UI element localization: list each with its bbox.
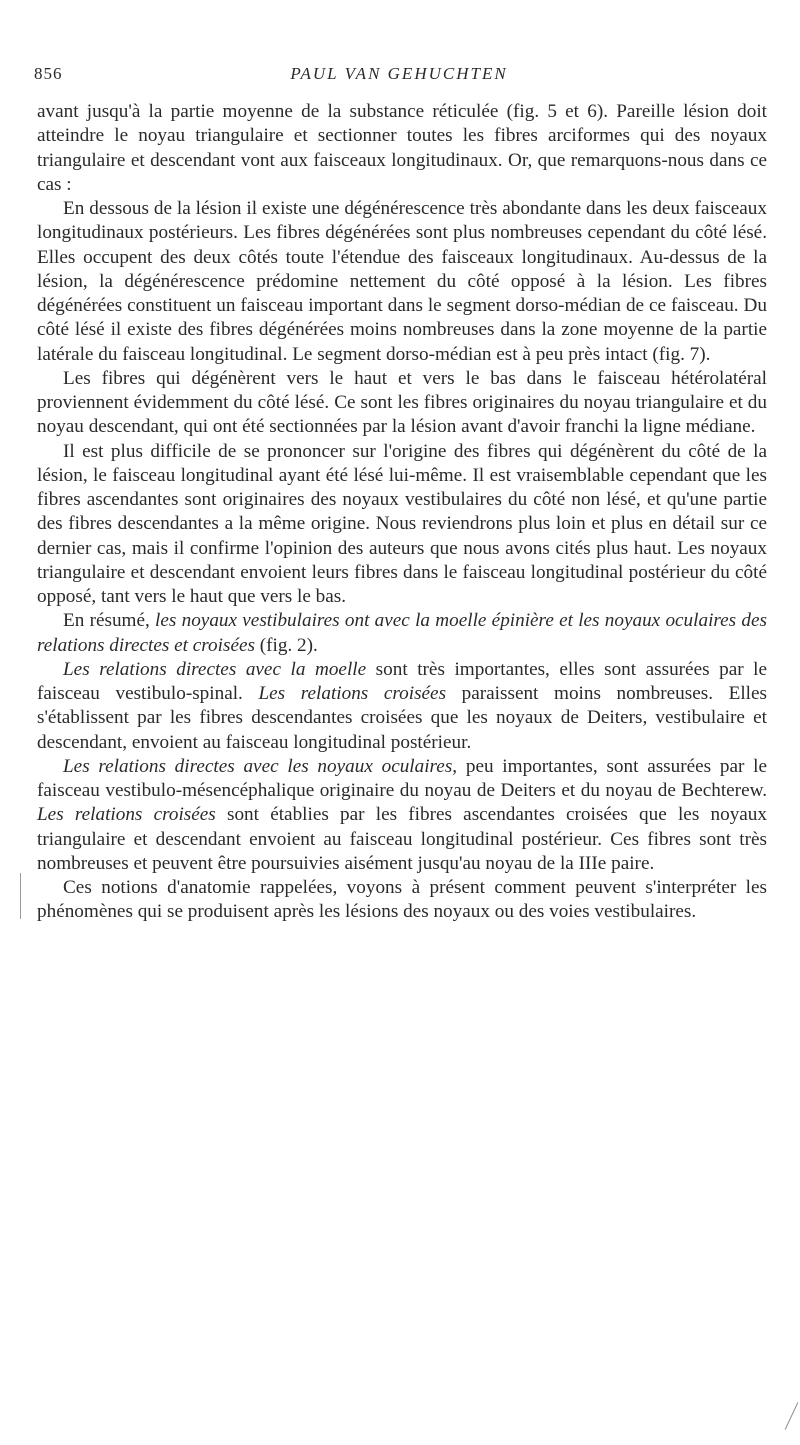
italic-text: les noyaux vestibulaires ont avec la moelle épinière et les noyaux oculaires des relations directes et croisées <box>37 610 767 656</box>
article-body <box>37 100 767 925</box>
page-header <box>34 64 764 88</box>
text-run: , peu importantes, sont assurées par le faisceau vestibulo-mésencéphalique originaire du noyau de Deiters et du noyau de Bechterew. <box>37 755 767 801</box>
paragraph-p7 <box>37 755 767 876</box>
text-run: Les fibres qui dégénèrent vers le haut et vers le bas dans le faisceau hétérolatéral proviennent évidemment du côté lésé. Ce sont les fibres originaires du noyau triangulaire et du noyau descendant, qui ont été sectionnées par la lésion avant d'avoir franchi la ligne médiane. <box>37 367 767 438</box>
paragraph-p4 <box>37 440 767 610</box>
paragraph-p2 <box>37 197 767 367</box>
paragraph-p3 <box>37 367 767 440</box>
italic-text: Les relations croisées <box>37 804 216 826</box>
italic-text: Les relations directes avec la moelle <box>63 658 367 680</box>
running-title: PAUL VAN GEHUCHTEN <box>290 64 508 83</box>
text-run: Ces notions d'anatomie rappelées, voyons à présent comment peuvent s'interpréter les phénomènes qui se produisent après les lésions des noyaux ou des voies vestibulaires. <box>37 877 767 923</box>
page-number: 856 <box>34 64 63 83</box>
paragraph-p5 <box>37 609 767 658</box>
text-run: En dessous de la lésion il existe une dégénérescence très abondante dans les deux faisceaux longitudinaux postérieurs. Les fibres dégénérées sont plus nombreuses cependant du côté lésé. Elles occupent des deux côtés toute l'étendue des faisceaux longitudinaux. Au-dessus de la lésion, la dégénérescence prédomine nettement du côté opposé à la lésion. Les fibres dégénérées constituent un faisceau important dans le segment dorso-médian de ce faisceau. Du côté lésé il existe des fibres dégénérées moins nombreuses dans la zone moyenne de la partie latérale du faisceau longitudinal. Le segment dorso-médian est à peu près intact (fig. 7). <box>37 198 767 365</box>
italic-text: Les relations directes avec les noyaux oculaires <box>63 755 453 777</box>
paragraph-p8 <box>37 876 767 925</box>
text-run: avant jusqu'à la partie moyenne de la substance réticulée (fig. 5 et 6). Pareille lésion doit atteindre le noyau triangulaire et sectionner toutes les fibres arciformes qui des noyaux triangulaire et descendant vont aux faisceaux longitudinaux. Or, que remarquons-nous dans ce cas : <box>37 101 767 195</box>
text-run: Il est plus difficile de se prononcer sur l'origine des fibres qui dégénèrent du côté de la lésion, le faisceau longitudinal ayant été lésé lui-même. Il est vraisemblable cependant que les fibres ascendantes sont originaires des noyaux vestibulaires du côté non lésé, et qu'une partie des fibres descendantes a la même origine. Nous reviendrons plus loin et plus en détail sur ce dernier cas, mais il confirme l'opinion des auteurs que nous avons cités plus haut. Les noyaux triangulaire et descendant envoient leurs fibres dans le faisceau longitudinal postérieur du côté opposé, tant vers le haut que vers le bas. <box>37 440 767 607</box>
margin-mark <box>20 873 21 919</box>
text-run: sont établies par les fibres ascendantes croisées que les noyaux triangulaire et descendant envoient au faisceau longitudinal postérieur. Ces fibres sont très nombreuses et peuvent être poursuivies aisément jusqu'au noyau de la IIIe paire. <box>37 804 767 874</box>
text-run: sont très importantes, elles sont assurées par le faisceau vestibulo-spinal. <box>37 658 767 704</box>
italic-text: Les relations croisées <box>258 683 447 704</box>
text-run: paraissent moins nombreuses. Elles s'établissent par les fibres descendantes croisées que les noyaux de Deiters, vestibulaire et descendant, envoient au faisceau longitudinal postérieur. <box>37 683 767 753</box>
corner-pencil-mark <box>785 1402 799 1430</box>
paragraph-p1 <box>37 100 767 197</box>
text-run: En résumé, <box>63 610 156 632</box>
text-run: (fig. 2). <box>254 634 318 656</box>
paragraph-p6 <box>37 658 767 755</box>
